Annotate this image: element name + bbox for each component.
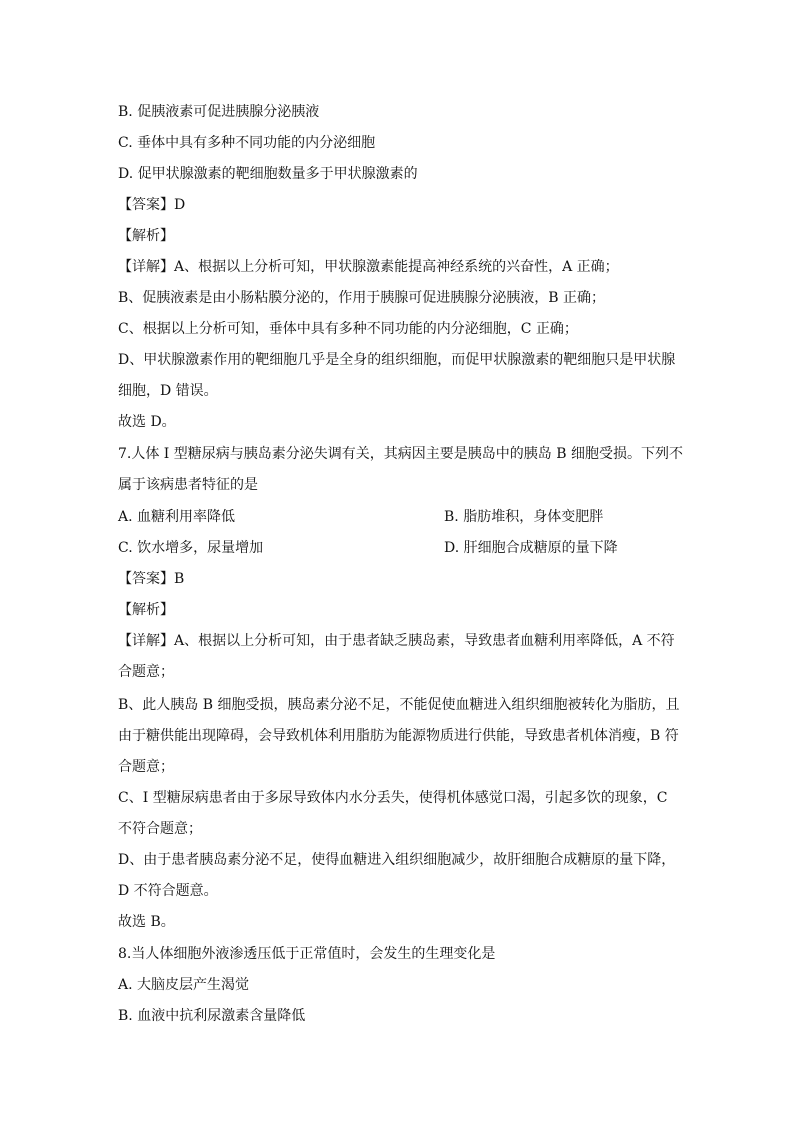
q6-option-d: D. 促甲状腺激素的靶细胞数量多于甲状腺激素的	[118, 166, 418, 182]
q6-answer: 【答案】D	[118, 197, 186, 213]
q6-detail-line: D、甲状腺激素作用的靶细胞几乎是全身的组织细胞，而促甲状腺激素的靶细胞只是甲状腺	[118, 352, 676, 368]
q7-detail-line: 【详解】A、根据以上分析可知，由于患者缺乏胰岛素，导致患者血糖利用率降低，A 不符	[118, 633, 675, 649]
q7-answer: 【答案】B	[118, 571, 185, 587]
q7-detail-line: D 不符合题意。	[118, 883, 218, 899]
q7-stem-line: 属于该病患者特征的是	[118, 477, 258, 493]
q6-analysis-heading: 【解析】	[118, 228, 174, 244]
q6-detail-line: 【详解】A、根据以上分析可知，甲状腺激素能提高神经系统的兴奋性，A 正确；	[118, 259, 619, 275]
q7-detail-line: C、I 型糖尿病患者由于多尿导致体内水分丢失，使得机体感觉口渴，引起多饮的现象，C	[118, 790, 668, 806]
q6-option-b: B. 促胰液素可促进胰腺分泌胰液	[118, 104, 320, 120]
q6-conclusion: 故选 D。	[118, 414, 176, 430]
q7-conclusion: 故选 B。	[118, 914, 175, 930]
q7-detail-line: B、此人胰岛 B 细胞受损，胰岛素分泌不足，不能促使血糖进入组织细胞被转化为脂肪，且	[118, 697, 680, 713]
q8-option-a: A. 大脑皮层产生渴觉	[118, 977, 250, 993]
q8-stem: 8.当人体细胞外液渗透压低于正常值时，会发生的生理变化是	[118, 946, 496, 962]
q7-detail-line: 由于糖供能出现障碍，会导致机体利用脂肪为能源物质进行供能，导致患者机体消瘦，B 符	[118, 728, 679, 744]
q7-detail-line: D、由于患者胰岛素分泌不足，使得血糖进入组织细胞减少，故肝细胞合成糖原的量下降，	[118, 852, 676, 868]
q7-option-a: A. 血糖利用率降低	[118, 509, 236, 525]
q6-detail-line: 细胞，D 错误。	[118, 383, 218, 399]
q7-stem-line: 7.人体 I 型糖尿病与胰岛素分泌失调有关，其病因主要是胰岛中的胰岛 B 细胞受损。下列不	[118, 446, 683, 462]
q7-detail-line: 不符合题意；	[118, 821, 202, 837]
q7-detail-line: 合题意；	[118, 664, 174, 680]
q8-option-b: B. 血液中抗利尿激素含量降低	[118, 1008, 306, 1024]
q6-option-c: C. 垂体中具有多种不同功能的内分泌细胞	[118, 135, 376, 151]
q7-option-c: C. 饮水增多，尿量增加	[118, 540, 264, 556]
q6-detail-line: C、根据以上分析可知，垂体中具有多种不同功能的内分泌细胞，C 正确；	[118, 321, 578, 337]
q6-detail-line: B、促胰液素是由小肠粘膜分泌的，作用于胰腺可促进胰腺分泌胰液，B 正确；	[118, 290, 606, 306]
q7-detail-line: 合题意；	[118, 759, 174, 775]
q7-analysis-heading: 【解析】	[118, 602, 174, 618]
q7-option-b: B. 脂肪堆积，身体变肥胖	[444, 509, 604, 525]
q7-option-d: D. 肝细胞合成糖原的量下降	[444, 540, 618, 556]
